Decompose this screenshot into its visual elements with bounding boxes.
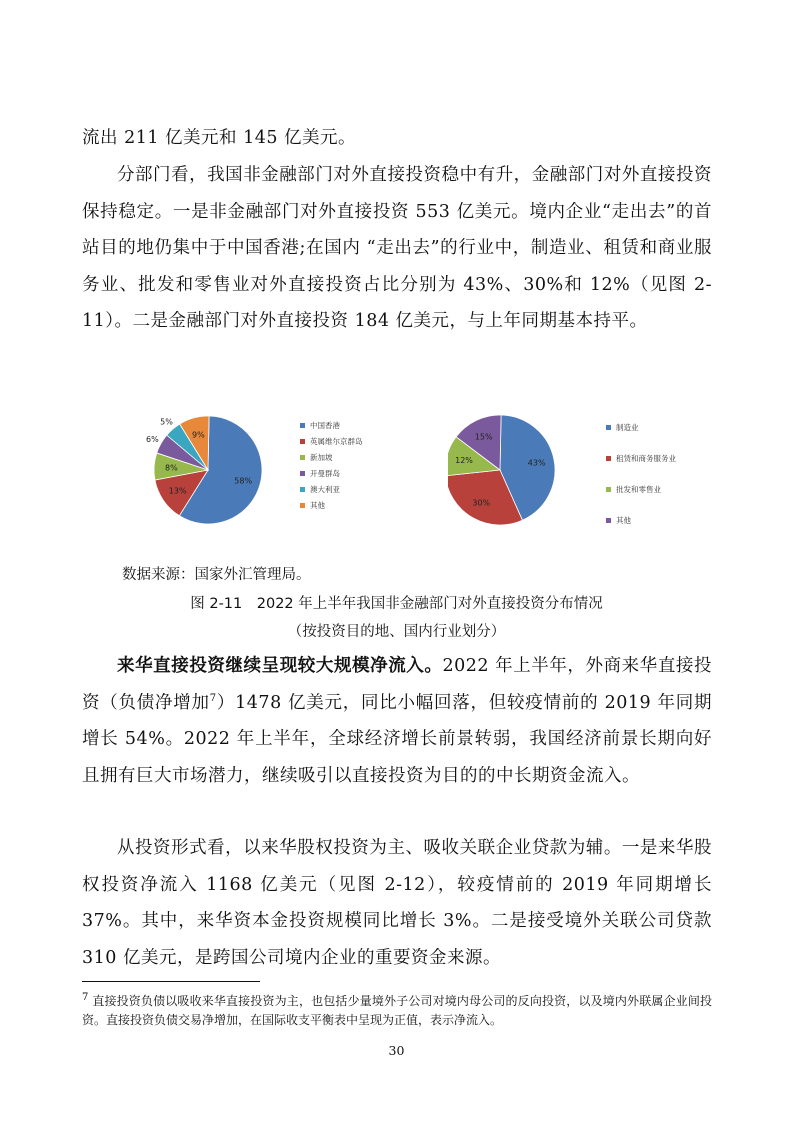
- pie0-legend-swatch-1: [300, 439, 305, 444]
- page-number: 30: [388, 1043, 405, 1058]
- figure-source: 数据来源：国家外汇管理局。: [122, 567, 311, 583]
- pie1-legend-label-1: 租赁和商务服务业: [616, 454, 676, 463]
- pie0-legend-swatch-0: [300, 423, 305, 428]
- footnote-mark: 7: [82, 992, 89, 1003]
- pie0-slice-label-1: 13%: [168, 486, 187, 496]
- pie1-legend-label-0: 制造业: [616, 423, 639, 432]
- pie0-legend-swatch-2: [300, 455, 305, 460]
- paragraph-sector-overview: 分部门看，我国非金融部门对外直接投资稳中有升，金融部门对外直接投资保持稳定。一是非金融部门对外直接投资 553 亿美元。境内企业“走出去”的首站目的地仍集中于中国香港;在国内 “走出去”的行业中，制造业、租赁和商业服务业、批发和零售业对外直接投资占比分别为 43%、30%和 12%（见图 2-11）。二是金融部门对外直接投资 184 亿美元，与上年同期基本持平。: [82, 165, 712, 331]
- pie0-legend-label-5: 其他: [310, 501, 325, 510]
- pie1-legend-label-3: 其他: [616, 516, 631, 525]
- pie0-legend-label-4: 澳大利亚: [310, 485, 340, 494]
- figure-title: 图 2-11 2022 年上半年我国非金融部门对外直接投资分布情况: [190, 596, 603, 612]
- pie1-slice-label-1: 30%: [472, 498, 491, 508]
- paragraph-text-b: ）1478 亿美元，同比小幅回落，但较疫情前的 2019 年同期增长 54%。2022 年上半年，全球经济增长前景转弱，我国经济前景长期向好且拥有巨大市场潜力，继续吸引以直接投资为目的的中长期资金流入。: [82, 692, 712, 786]
- pie0-legend-label-1: 英属维尔京群岛: [310, 437, 363, 446]
- paragraph-continuation: 流出 211 亿美元和 145 亿美元。: [82, 128, 357, 148]
- footnote-divider: [82, 981, 260, 982]
- pie1-slice-label-3: 15%: [474, 432, 493, 442]
- paragraph-inbound-investment: [82, 648, 712, 794]
- pie0-legend-label-3: 开曼群岛: [310, 469, 340, 478]
- footnote-text: 直接投资负债以吸收来华直接投资为主，也包括少量境外子公司对境内母公司的反向投资，以及境内外联属企业间投资。直接投资负债交易净增加，在国际收支平衡表中呈现为正值，表示净流入。: [82, 994, 712, 1027]
- pie1-legend-swatch-3: [606, 518, 611, 523]
- figure-subtitle: （按投资目的地、国内行业划分）: [287, 624, 506, 640]
- pie0-slice-label-0: 58%: [234, 476, 253, 486]
- paragraph-investment-form: 从投资形式看，以来华股权投资为主、吸收关联企业贷款为辅。一是来华股权投资净流入 1168 亿美元（见图 2-12），较疫情前的 2019 年同期增长 37%。其中，来华资本金投资规模同比增长 3%。二是接受境外关联公司贷款 310 亿美元，是跨国公司境内企业的重要资金来源。: [82, 838, 712, 968]
- pie1-legend-swatch-0: [606, 425, 611, 430]
- pie-chart-destination-svg: [140, 405, 390, 540]
- pie1-legend-swatch-2: [606, 487, 611, 492]
- footnote-ref: 7: [209, 692, 217, 704]
- pie1-slice-label-0: 43%: [527, 458, 546, 468]
- pie0-legend-swatch-5: [300, 503, 305, 508]
- pie0-legend-label-0: 中国香港: [310, 421, 340, 430]
- pie0-legend-swatch-3: [300, 471, 305, 476]
- paragraph-text-a: 2022 年上半年，外商来华直接投资（负债净增加: [82, 656, 712, 713]
- pie0-legend-swatch-4: [300, 487, 305, 492]
- footnote: [82, 992, 712, 1030]
- paragraph-lead-bold: 来华直接投资继续呈现较大规模净流入。: [117, 656, 443, 676]
- pie0-legend-label-2: 新加坡: [310, 453, 333, 462]
- pie-chart-industry: [448, 405, 718, 540]
- pie1-legend-label-2: 批发和零售业: [616, 485, 661, 494]
- pie0-slice-label-5: 9%: [192, 430, 205, 440]
- pie0-slice-label-2: 8%: [165, 463, 178, 473]
- pie-chart-industry-svg: [448, 405, 718, 540]
- pie1-slice-label-2: 12%: [455, 456, 473, 465]
- pie1-legend-swatch-1: [606, 456, 611, 461]
- pie-chart-destination: [140, 405, 390, 540]
- pie0-slice-label-4: 5%: [160, 417, 173, 427]
- pie0-slice-label-3: 6%: [146, 434, 159, 444]
